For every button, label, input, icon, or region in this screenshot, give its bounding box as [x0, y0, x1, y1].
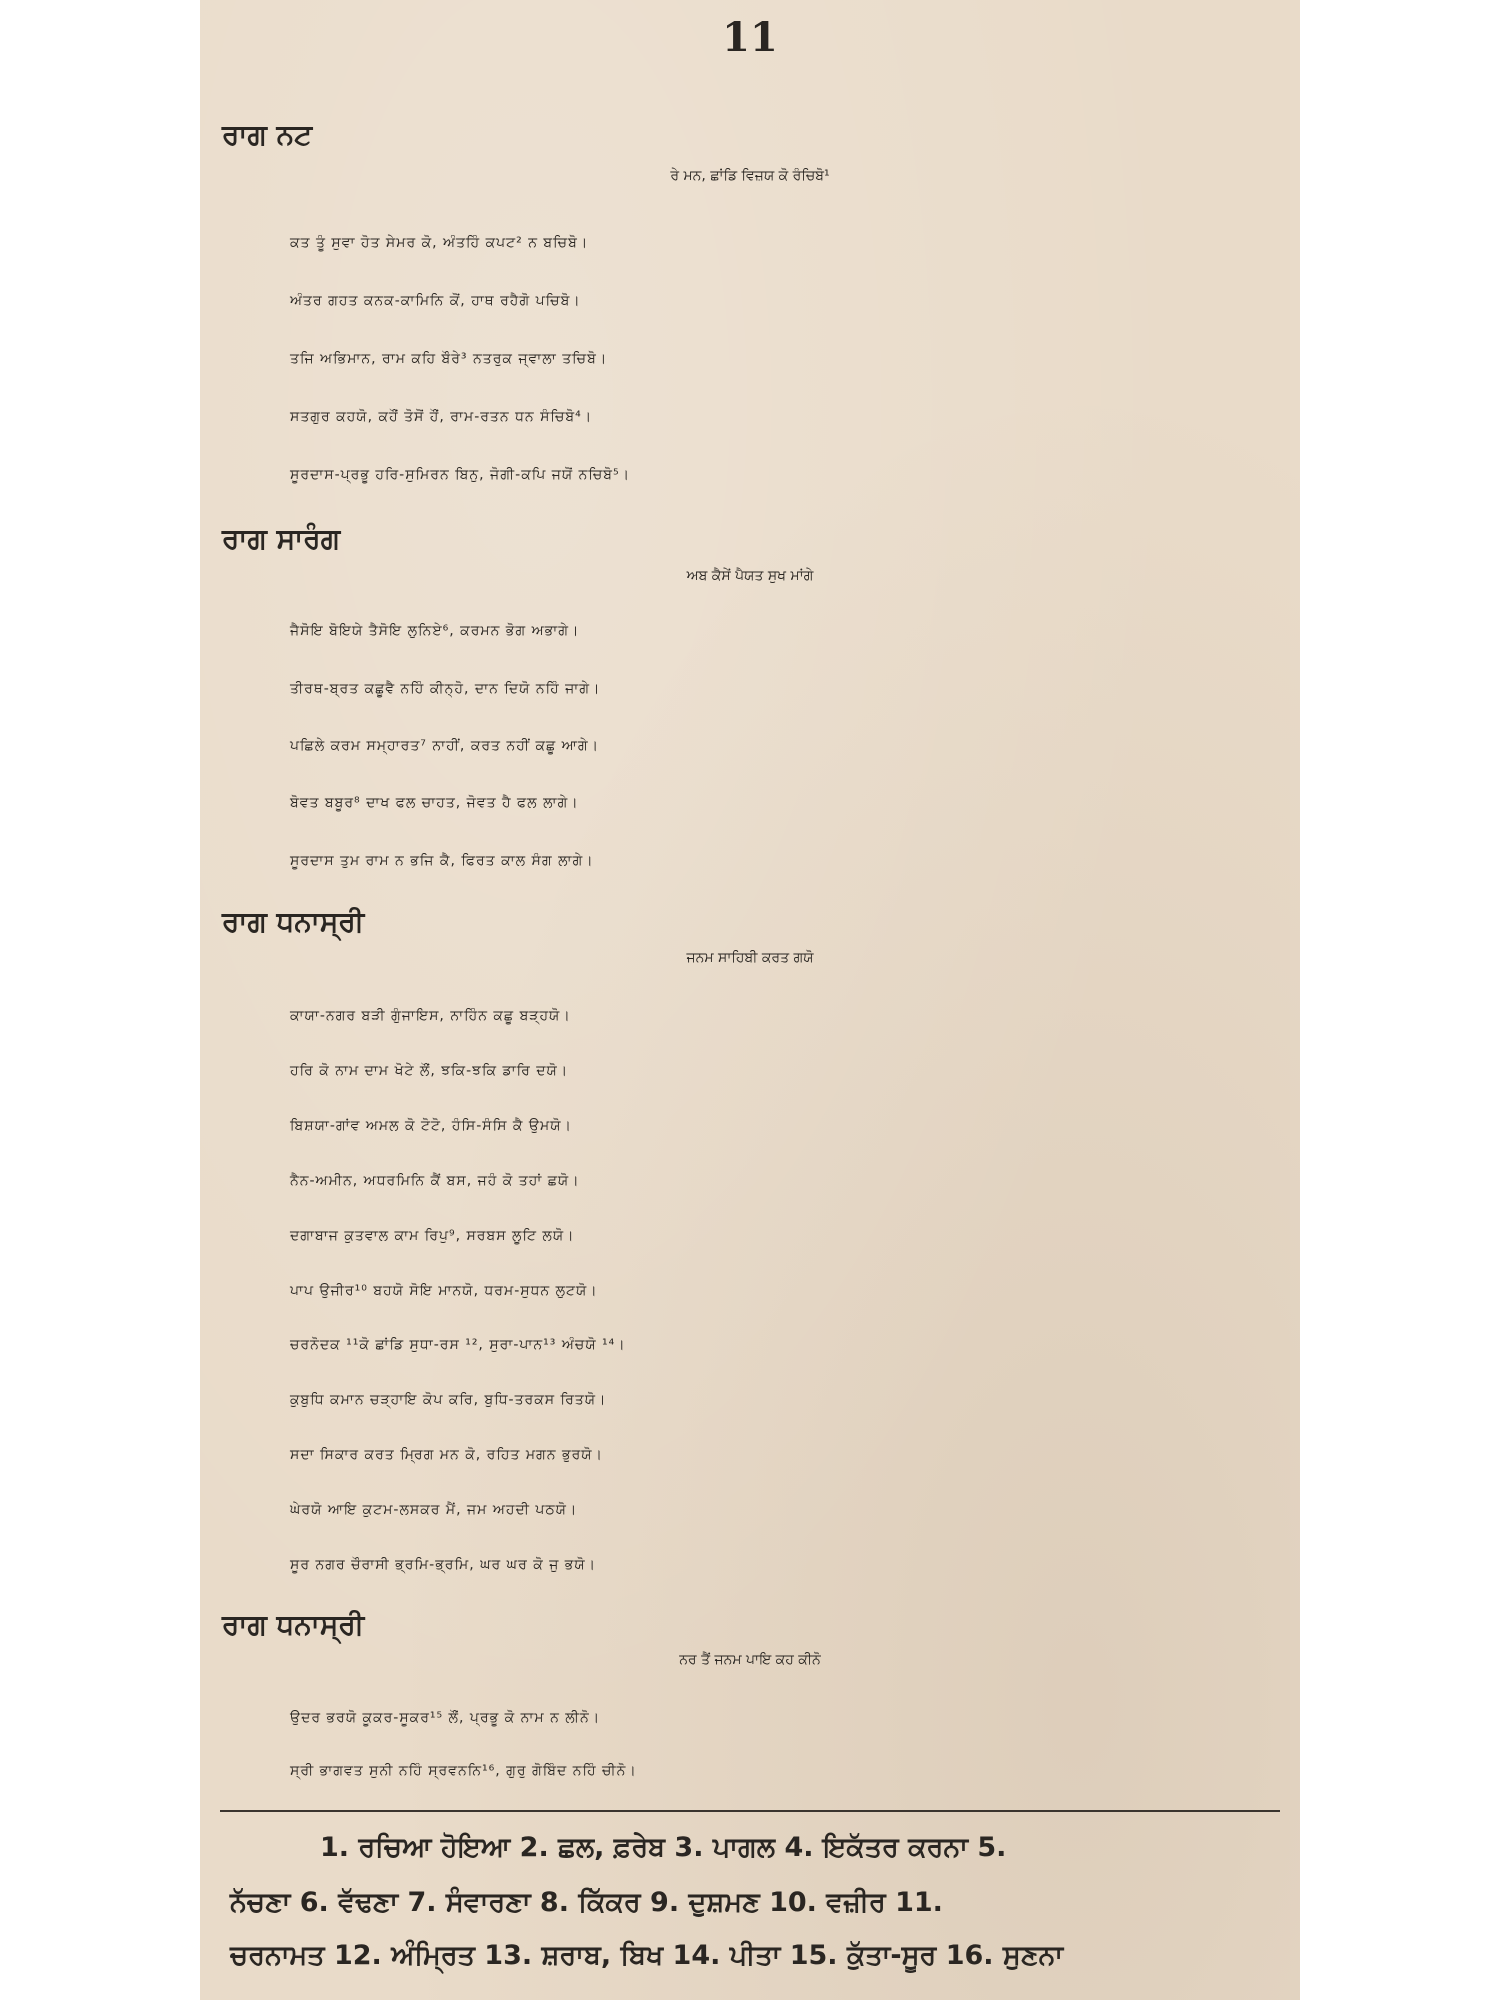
- verse-line: ਚਰਨੋਦਕ ¹¹ਕੋ ਛਾਂਡਿ ਸੁਧਾ-ਰਸ ¹², ਸੁਰਾ-ਪਾਨ¹³ ਅੰਚਯੋ ¹⁴।: [290, 1337, 626, 1353]
- verse-line: ਘੇਰਯੋ ਆਇ ਕੁਟਮ-ਲਸਕਰ ਮੈਂ, ਜਮ ਅਹਦੀ ਪਠਯੋ।: [290, 1502, 578, 1518]
- raag-heading: ਰਾਗ ਸਾਰੰਗ: [222, 522, 341, 555]
- poem-title: ਜਨਮ ਸਾਹਿਬੀ ਕਰਤ ਗਯੋ: [686, 950, 814, 966]
- verse-line: ਸੂਰ ਨਗਰ ਚੌਰਾਸੀ ਭ੍ਰਮਿ-ਭ੍ਰਮਿ, ਘਰ ਘਰ ਕੋ ਜੁ ਭਯੋ।: [290, 1557, 597, 1573]
- verse-line: ਸ੍ਰੀ ਭਾਗਵਤ ਸੁਨੀ ਨਹਿੰ ਸ੍ਰਵਨਨਿ¹⁶, ਗੁਰੁ ਗੋਬਿੰਦ ਨਹਿੰ ਚੀਨੋ।: [290, 1763, 637, 1779]
- poem-title: ਅਬ ਕੈਸੇਂ ਪੈਯਤ ਸੁਖ ਮਾਂਗੇ: [686, 568, 814, 584]
- verse-line: ਸਤਗੁਰ ਕਹਯੋ, ਕਹੌਂ ਤੋਸੋਂ ਹੌਂ, ਰਾਮ-ਰਤਨ ਧਨ ਸੰਚਿਬੋ⁴।: [290, 409, 593, 425]
- book-page: [200, 0, 1300, 2000]
- verse-line: ਦਗਾਬਾਜ ਕੁਤਵਾਲ ਕਾਮ ਰਿਪੁ⁹, ਸਰਬਸ ਲੂਟਿ ਲਯੋ।: [290, 1228, 575, 1244]
- verse-line: ਅੰਤਰ ਗਹਤ ਕਨਕ-ਕਾਮਿਨਿ ਕੋਂ, ਹਾਥ ਰਹੈਗੋ ਪਚਿਬੋ।: [290, 293, 581, 309]
- footnote-line: ਚਰਨਾਮਤ 12. ਅੰਮ੍ਰਿਤ 13. ਸ਼ਰਾਬ, ਬਿਖ 14. ਪੀਤਾ 15. ਕੁੱਤਾ-ਸੂਰ 16. ਸੁਣਨਾ: [230, 1940, 1064, 1971]
- verse-line: ਤਜਿ ਅਭਿਮਾਨ, ਰਾਮ ਕਹਿ ਬੌਰੇ³ ਨਤਰੁਕ ਜ੍ਵਾਲਾ ਤਚਿਬੋ।: [290, 351, 608, 367]
- verse-line: ਉਦਰ ਭਰਯੋ ਕੂਕਰ-ਸੂਕਰ¹⁵ ਲੌਂ, ਪ੍ਰਭੂ ਕੋ ਨਾਮ ਨ ਲੀਨੋ।: [290, 1710, 601, 1726]
- verse-line: ਤੀਰਥ-ਬ੍ਰਤ ਕਛੂਵੈ ਨਹਿੰ ਕੀਨ੍ਹੋ, ਦਾਨ ਦਿਯੋ ਨਹਿੰ ਜਾਗੇ।: [290, 681, 601, 697]
- footnote-line: 1. ਰਚਿਆ ਹੋਇਆ 2. ਛਲ, ਫ਼ਰੇਬ 3. ਪਾਗਲ 4. ਇਕੱਤਰ ਕਰਨਾ 5.: [320, 1832, 1007, 1863]
- verse-line: ਪਛਿਲੇ ਕਰਮ ਸਮ੍ਹਾਰਤ⁷ ਨਾਹੀਂ, ਕਰਤ ਨਹੀਂ ਕਛੂ ਆਗੇ।: [290, 738, 600, 754]
- verse-line: ਬਿਸ਼ਯਾ-ਗਾਂਵ ਅਮਲ ਕੋ ਟੋਟੋ, ਹੰਸਿ-ਸੰਸਿ ਕੈ ਉਮਯੋ।: [290, 1118, 572, 1134]
- verse-line: ਸਦਾ ਸਿਕਾਰ ਕਰਤ ਮ੍ਰਿਗ ਮਨ ਕੋ, ਰਹਿਤ ਮਗਨ ਭੁਰਯੋ।: [290, 1447, 603, 1463]
- verse-line: ਕਾਯਾ-ਨਗਰ ਬੜੀ ਗੁੰਜਾਇਸ, ਨਾਹਿੰਨ ਕਛੂ ਬੜ੍ਹਯੋ।: [290, 1008, 571, 1024]
- verse-line: ਕਤ ਤੂੰ ਸੁਵਾ ਹੋਤ ਸੇਮਰ ਕੋ, ਅੰਤਹਿੰ ਕਪਟ² ਨ ਬਚਿਬੋ।: [290, 235, 589, 251]
- poem-title: ਰੇ ਮਨ, ਛਾਂਡਿ ਵਿਜ਼ਯ ਕੋ ਰੰਚਿਬੋ¹: [670, 168, 830, 184]
- raag-heading: ਰਾਗ ਨਟ: [222, 118, 313, 151]
- verse-line: ਨੈਨ-ਅਮੀਨ, ਅਧਰਮਿਨਿ ਕੈਂ ਬਸ, ਜਹੰ ਕੋ ਤਹਾਂ ਛਯੋ।: [290, 1173, 580, 1189]
- footnote-divider: [220, 1810, 1280, 1812]
- raag-heading: ਰਾਗ ਧਨਾਸ੍ਰੀ: [222, 905, 365, 938]
- verse-line: ਹਰਿ ਕੋ ਨਾਮ ਦਾਮ ਖੋਟੇ ਲੌਂ, ਝਕਿ-ਝਕਿ ਡਾਰਿ ਦਯੋ।: [290, 1063, 569, 1079]
- verse-line: ਬੋਵਤ ਬਬੂਰ⁸ ਦਾਖ ਫਲ ਚਾਹਤ, ਜੋਵਤ ਹੈ ਫਲ ਲਾਗੇ।: [290, 795, 579, 811]
- raag-heading: ਰਾਗ ਧਨਾਸ੍ਰੀ: [222, 1608, 365, 1641]
- verse-line: ਜੈਸੋਇ ਬੋਇਯੇ ਤੈਸੋਇ ਲੁਨਿਏ⁶, ਕਰਮਨ ਭੋਗ ਅਭਾਗੇ।: [290, 623, 580, 639]
- footnote-line: ਨੱਚਣਾ 6. ਵੱਢਣਾ 7. ਸੰਵਾਰਣਾ 8. ਕਿੱਕਰ 9. ਦੁਸ਼ਮਣ 10. ਵਜ਼ੀਰ 11.: [230, 1887, 943, 1918]
- page-number: 11: [722, 14, 778, 61]
- verse-line: ਸੂਰਦਾਸ ਤੁਮ ਰਾਮ ਨ ਭਜਿ ਕੈ, ਫਿਰਤ ਕਾਲ ਸੰਗ ਲਾਗੇ।: [290, 853, 594, 869]
- verse-line: ਕੁਬੁਧਿ ਕਮਾਨ ਚੜ੍ਹਾਇ ਕੋਪ ਕਰਿ, ਬੁਧਿ-ਤਰਕਸ ਰਿਤਯੋ।: [290, 1392, 607, 1408]
- verse-line: ਪਾਪ ਉਜੀਰ¹⁰ ਬਹਯੋ ਸੋਇ ਮਾਨਯੋ, ਧਰਮ-ਸੁਧਨ ਲੁਟਯੋ।: [290, 1283, 598, 1299]
- verse-line: ਸੂਰਦਾਸ-ਪ੍ਰਭੂ ਹਰਿ-ਸੁਮਿਰਨ ਬਿਨੁ, ਜੋਗੀ-ਕਪਿ ਜਯੋਂ ਨਚਿਬੋ⁵।: [290, 467, 631, 483]
- poem-title: ਨਰ ਤੈਂ ਜਨਮ ਪਾਇ ਕਹ ਕੀਨੋ: [679, 1652, 821, 1668]
